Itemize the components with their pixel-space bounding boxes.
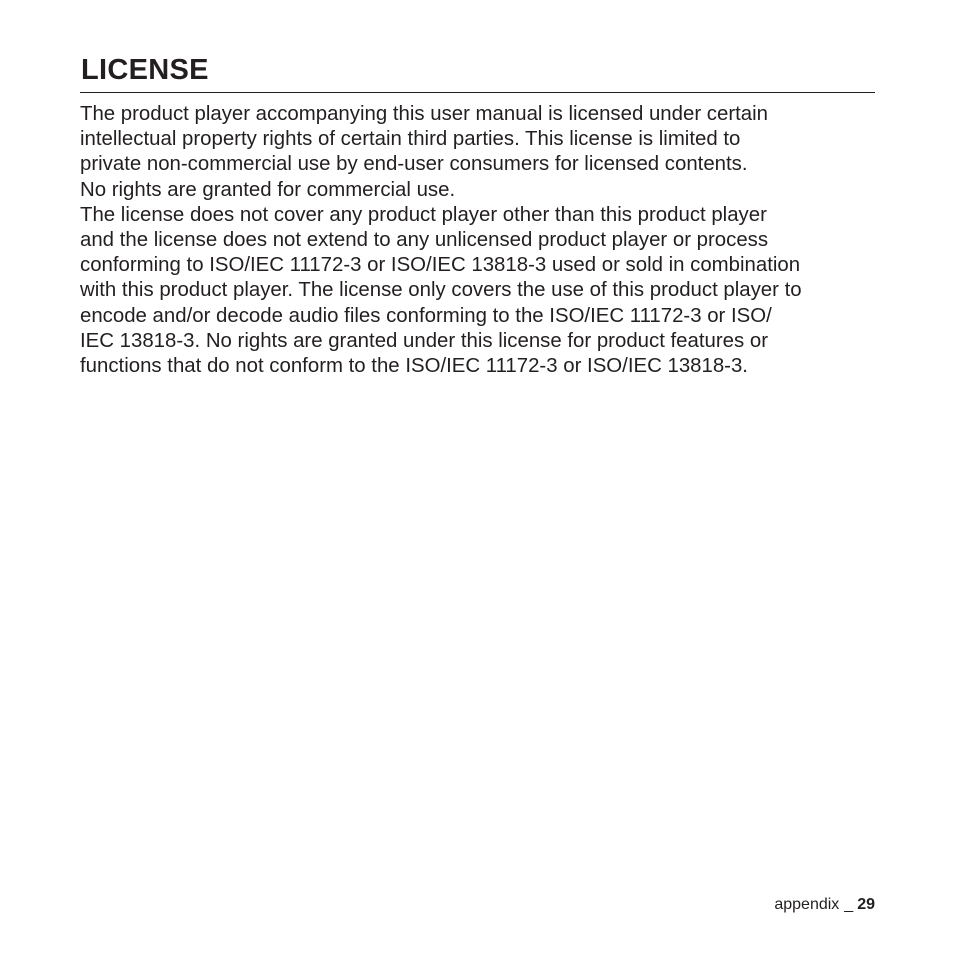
text-line: No rights are granted for commercial use. <box>80 178 456 201</box>
license-text <box>80 102 875 379</box>
page-content <box>80 50 875 379</box>
text-line: encode and/or decode audio files conforming to the ISO/IEC 11172-3 or ISO/ <box>80 304 772 327</box>
footer-separator: _ <box>844 896 854 913</box>
footer-section-label: appendix <box>774 896 840 913</box>
text-line: private non-commercial use by end-user consumers for licensed contents. <box>80 153 748 176</box>
text-line: and the license does not extend to any unlicensed product player or process <box>80 229 769 252</box>
page-number: 29 <box>857 896 875 913</box>
page-footer <box>774 894 875 916</box>
text-line: The product player accompanying this user manual is licensed under certain <box>80 103 768 125</box>
text-line: The license does not cover any product player other than this product player <box>80 203 767 226</box>
text-line: conforming to ISO/IEC 11172-3 or ISO/IEC 13818-3 used or sold in combination <box>80 254 801 277</box>
text-line: with this product player. The license only covers the use of this product player to <box>80 279 802 302</box>
text-line: intellectual property rights of certain third parties. This license is limited to <box>80 128 741 151</box>
text-line: functions that do not conform to the ISO/IEC 11172-3 or ISO/IEC 13818-3. <box>80 355 748 378</box>
text-line: IEC 13818-3. No rights are granted under this license for product features or <box>80 329 768 352</box>
page-title: LICENSE <box>80 50 875 93</box>
